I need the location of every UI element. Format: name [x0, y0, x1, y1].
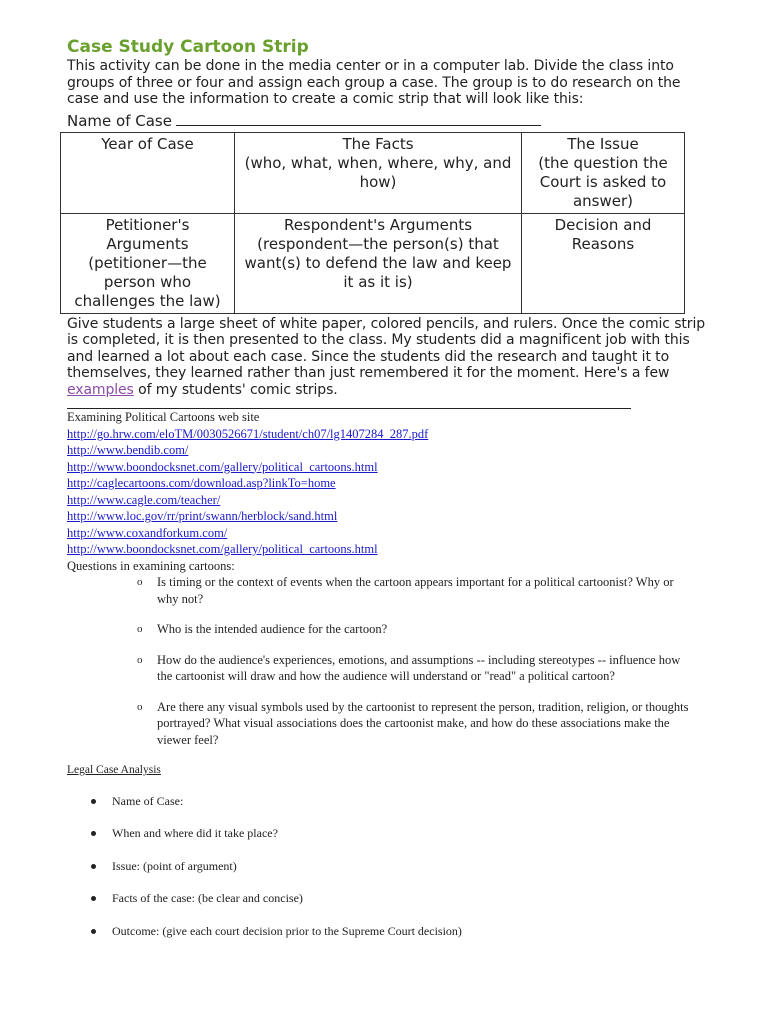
question-text: Is timing or the context of events when the cartoon appears important for a political cartoonist? Why or why not? [157, 575, 674, 606]
web-link[interactable]: http://www.loc.gov/rr/print/swann/herblock/sand.html [67, 509, 338, 523]
circle-bullet-icon: o [137, 576, 143, 588]
questions-list [67, 574, 707, 748]
legal-item [67, 793, 707, 810]
cell-the-facts [235, 132, 522, 213]
web-link[interactable]: http://caglecartoons.com/download.asp?linkTo=home [67, 476, 336, 490]
cell-the-issue [522, 132, 685, 213]
name-of-case-label: Name of Case [67, 111, 172, 130]
document-page [67, 36, 707, 955]
question-item [67, 574, 697, 607]
circle-bullet-icon: o [137, 653, 143, 666]
link-item [67, 525, 707, 542]
cell-petitioner-arguments [61, 213, 235, 313]
cell-text: Year of Case [101, 134, 194, 153]
para-text-end: of my students' comic strips. [133, 381, 338, 398]
web-link[interactable]: http://www.coxandforkum.com/ [67, 525, 228, 540]
cell-text: The Facts (who, what, when, where, why, and how) [244, 134, 512, 191]
bullet-dot-icon [91, 896, 96, 901]
questions-heading: Questions in examining cartoons: [67, 558, 235, 573]
legal-item-text: When and where did it take place? [112, 826, 278, 840]
link-item [67, 459, 707, 476]
legal-item-text: Issue: (point of argument) [112, 858, 237, 873]
document-title: Case Study Cartoon Strip [67, 37, 309, 57]
cell-text: Decision and Reasons [554, 215, 652, 253]
web-link[interactable]: http://www.boondocksnet.com/gallery/political_cartoons.html [67, 459, 378, 474]
legal-item-text: Facts of the case: (be clear and concise) [112, 891, 303, 905]
legal-item [67, 858, 707, 875]
legal-case-list [67, 793, 707, 940]
links-list [67, 426, 707, 558]
intro-paragraph: This activity can be done in the media center or in a computer lab. Divide the class into groups of three or four and assign each group a case. The group is to do research on the case and use the information to create a comic strip that will look like this: [67, 58, 681, 107]
question-text: Who is the intended audience for the cartoon? [157, 622, 388, 636]
link-item [67, 492, 707, 509]
question-text: Are there any visual symbols used by the cartoonist to represent the person, tradition, religion, or thoughts portrayed? What visual associations does the cartoonist make, and how do these associations make the viewer feel? [157, 699, 689, 747]
bullet-dot-icon [91, 831, 96, 836]
web-link[interactable]: http://www.boondocksnet.com/gallery/political_cartoons.html [67, 542, 378, 556]
links-section [67, 409, 707, 939]
circle-bullet-icon: o [137, 700, 143, 713]
web-link[interactable]: http://www.cagle.com/teacher/ [67, 492, 221, 507]
bullet-dot-icon [91, 799, 96, 804]
question-text: How do the audience's experiences, emotions, and assumptions -- including stereotypes -- influence how the cartoonist will draw and how the audience will understand or "read" a political cartoon? [157, 652, 681, 683]
circle-bullet-icon: o [137, 623, 143, 635]
cell-text: Petitioner's Arguments (petitioner—the person who challenges the law) [74, 215, 221, 310]
legal-item [67, 825, 707, 842]
link-item [67, 426, 707, 443]
para-text: Give students a large sheet of white paper, colored pencils, and rulers. Once the comic strip is completed, it is then presented to the class. My students did a magnificent job with this and learned a lot about each case. Since the students did the research and taught it to themselves, they learned rather than just remembered it for the moment. Here's a few [67, 315, 706, 381]
comic-strip-table [60, 132, 685, 314]
examples-link[interactable]: examples [67, 381, 134, 398]
name-of-case-line [67, 111, 707, 131]
legal-case-heading: Legal Case Analysis [67, 764, 161, 776]
web-link[interactable]: http://www.bendib.com/ [67, 443, 189, 457]
instructions-paragraph [67, 316, 707, 399]
cell-year-of-case [61, 132, 235, 213]
web-link[interactable]: http://go.hrw.com/eloTM/0030526671/student/ch07/lg1407284_287.pdf [67, 426, 429, 441]
legal-item [67, 923, 707, 940]
bullet-dot-icon [91, 864, 96, 869]
link-item [67, 442, 707, 459]
legal-item-text: Outcome: (give each court decision prior to the Supreme Court decision) [112, 923, 462, 938]
link-item [67, 475, 707, 492]
link-item [67, 508, 707, 525]
legal-item [67, 890, 707, 907]
question-item [67, 652, 697, 685]
question-item [67, 621, 697, 638]
link-item [67, 541, 707, 558]
cell-text: The Issue (the question the Court is asked to answer) [538, 134, 668, 210]
cell-respondent-arguments [235, 213, 522, 313]
name-of-case-blank [176, 112, 541, 126]
links-heading: Examining Political Cartoons web site [67, 410, 260, 424]
legal-item-text: Name of Case: [112, 793, 184, 808]
cell-decision-and-reasons [522, 213, 685, 313]
question-item [67, 699, 697, 749]
bullet-dot-icon [91, 929, 96, 934]
cell-text: Respondent's Arguments (respondent—the person(s) that want(s) to defend the law and keep it as it is) [244, 215, 512, 291]
